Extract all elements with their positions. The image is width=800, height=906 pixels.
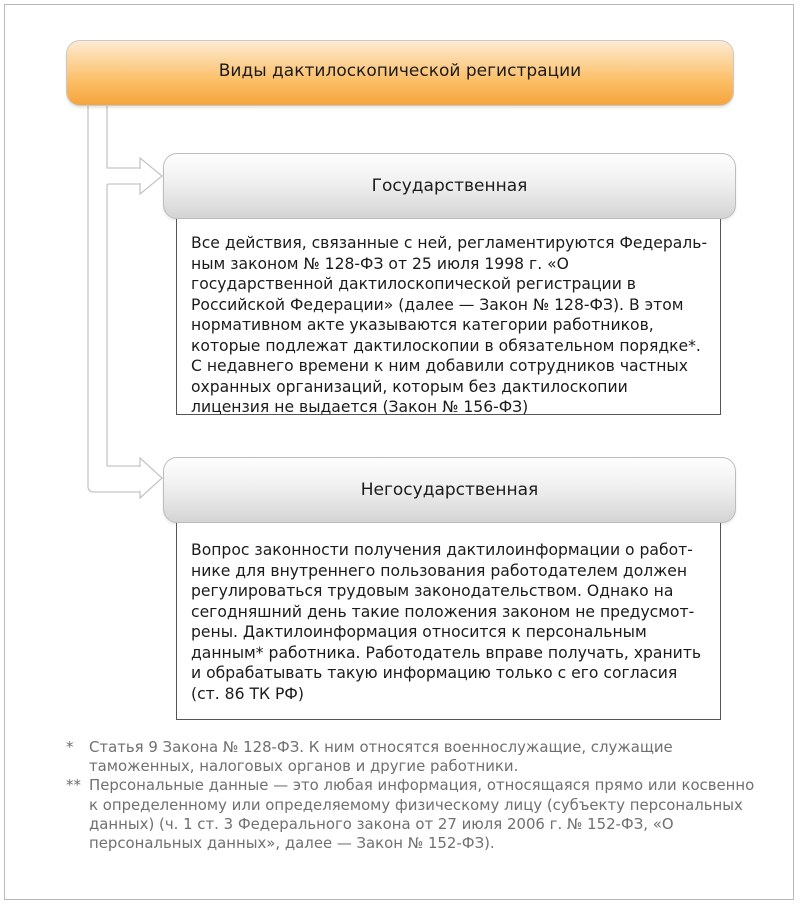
- category-label-non-state: Негосударственная: [360, 480, 539, 500]
- category-label-state: Государственная: [371, 176, 528, 196]
- footnote-text-2: Персональные данные — это любая информация, относящаяся прямо или косвенно к определенному или определяемому физическому лицу (субъекту персональных данных) (ч. 1 ст. 3 Федерального закона от 27 июля 2006 г. № 152-ФЗ, «О персональных данных», далее — Закон № 152-ФЗ).: [89, 776, 755, 853]
- footnote-mark-2: **: [66, 776, 81, 795]
- description-text-state: Все действия, связанные с ней, регламентируются Федеральным законом № 128-ФЗ от 25 июля 1998 г. «О государственной дактилоскопической регистрации в Российской Федерации» (далее — Закон № 128-ФЗ). В этом нормативном акте указываются категории работников, которые подлежат дактилоскопии в обязательном порядке*. С недавнего времени к ним добавили сотрудников частных охранных организаций, которым без дактилоскопии лицензия не выдается (Закон № 156-ФЗ): [191, 234, 708, 416]
- description-text-non-state: Вопрос законности получения дактилоинформации о работнике для внутреннего пользования работодателем должен регулироваться трудовым законодательством. Однако на сегодняшний день такие положения законом не предусмотрены. Дактилоинформация относится к персональным данным* работника. Работодатель вправе получать, хранить и обрабатывать такую информацию только с его согласия (ст. 86 ТК РФ): [191, 541, 702, 703]
- footnotes: [66, 738, 756, 853]
- footnote-1: [66, 738, 756, 776]
- footnote-mark-1: *: [66, 738, 74, 756]
- category-pill-state: [163, 153, 736, 219]
- diagram-title-box: [66, 40, 734, 106]
- category-description-state: [176, 219, 721, 415]
- footnote-2: [66, 776, 756, 853]
- category-description-non-state: [176, 523, 721, 720]
- footnote-text-1: Статья 9 Закона № 128-ФЗ. К ним относятся военнослужащие, служащие таможенных, налоговых органов и другие работники.: [89, 738, 673, 776]
- category-pill-non-state: [163, 457, 736, 523]
- diagram-title: Виды дактилоскопической регистрации: [218, 61, 582, 81]
